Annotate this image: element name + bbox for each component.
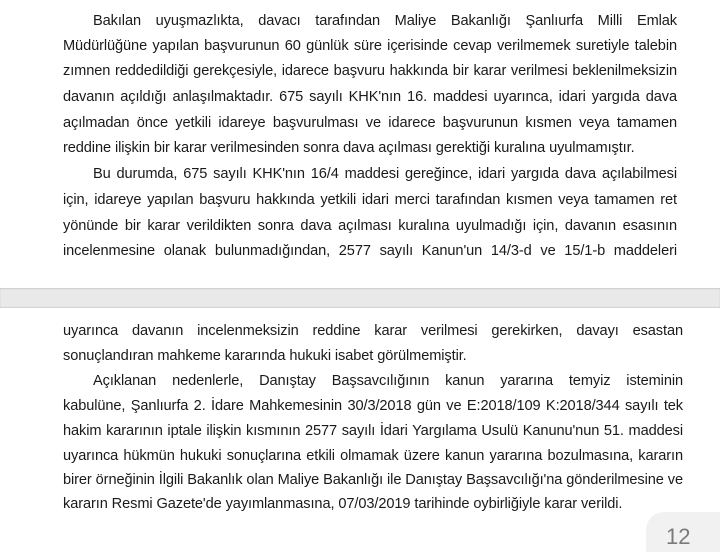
page-number: 12	[646, 512, 720, 552]
page-break	[0, 288, 720, 308]
paragraph-line: kararın Resmi Gazete'de yayımlanmasına, 07/03/2019 tarihinde oybirliğiyle karar verildi.	[63, 496, 623, 512]
paragraph-line: açılmadan önce yetkili idareye başvurulması ve idarece başvurunun kısmen veya tamamen	[63, 115, 677, 131]
paragraph-line: Bakılan uyuşmazlıkta, davacı tarafından Maliye Bakanlığı Şanlıurfa Milli Emlak	[93, 13, 677, 29]
paragraph-line: zımnen reddedildiği gerekçesiyle, idarece başvuru hakkında bir karar verilmesi beklenilmeksizin	[63, 63, 677, 79]
paragraph-line: davanın açıldığı anlaşılmaktadır. 675 sayılı KHK'nın 16. maddesi uyarınca, idari yargıda dava	[63, 89, 677, 105]
paragraph-line: Müdürlüğüne yapılan başvurunun 60 günlük süre içerisinde cevap verilmemek suretiyle talebin	[63, 38, 677, 54]
paragraph-line: reddine ilişkin bir karar verilmesinden sonra dava açılması gerektiği kuralına uyulmamıştır.	[63, 140, 635, 156]
paragraph-line: Bu durumda, 675 sayılı KHK'nın 16/4 maddesi gereğince, idari yargıda dava açılabilmesi	[93, 166, 677, 182]
paragraph-line: için, idareye yapılan başvuru hakkında yetkili idari merci tarafından kısmen veya tamamen ret	[63, 192, 677, 208]
paragraph-line: uyarınca hükmün hukuki sonuçlarına etkili olmamak üzere kanun yararına bozulmasına, kararın	[63, 448, 683, 464]
paragraph-line: sonuçlandıran mahkeme kararında hukuki isabet görülmemiştir.	[63, 348, 467, 364]
paragraph-line: incelenmesine olanak bulunmadığından, 2577 sayılı Kanun'un 14/3-d ve 15/1-b maddeleri	[63, 243, 677, 259]
paragraph-line: uyarınca davanın incelenmeksizin reddine karar verilmesi gerekirken, davayı esastan	[63, 323, 683, 339]
paragraph-line: hakim kararının iptale ilişkin kısmının 2577 sayılı İdari Yargılama Usulü Kanunu'nun 51. maddesi	[63, 423, 683, 439]
paragraph-line: kabulüne, Şanlıurfa 2. İdare Mahkemesinin 30/3/2018 gün ve E:2018/109 K:2018/344 sayılı tek	[63, 398, 683, 414]
paragraph-line: Açıklanan nedenlerle, Danıştay Başsavcılığının kanun yararına temyiz isteminin	[93, 373, 683, 389]
paragraph-line: birer örneğinin İlgili Bakanlık olan Maliye Bakanlığı ile Danıştay Başsavcılığı'na gönderilmesine ve	[63, 472, 683, 488]
bottom-page	[0, 308, 720, 542]
paragraph-line: yönünde bir karar verildikten sonra dava açılması kuralına uyulmadığı için, davanın esasının	[63, 218, 677, 234]
